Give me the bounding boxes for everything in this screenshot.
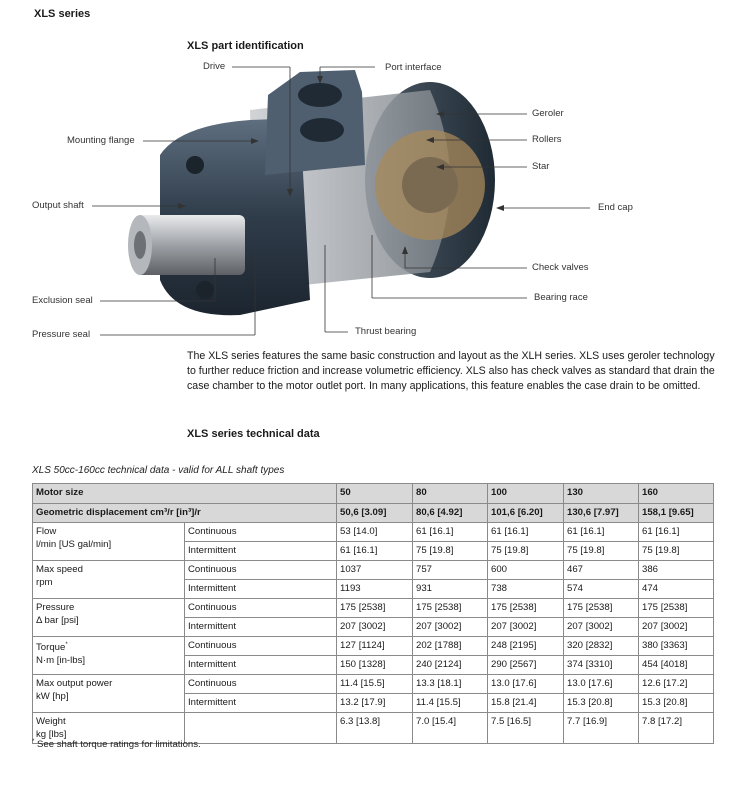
value-cell: 7.0 [15.4] (413, 713, 488, 744)
value-cell: 207 [3002] (564, 618, 639, 637)
motor-size-row (33, 484, 714, 504)
label-bearing-race: Bearing race (534, 292, 588, 303)
value-cell: 11.4 [15.5] (413, 694, 488, 713)
displacement-row (33, 504, 714, 523)
param-cell (33, 637, 185, 675)
value-cell: 7.8 [17.2] (639, 713, 714, 744)
motor-size-label: Motor size (33, 484, 337, 504)
param-name: Pressure (36, 602, 75, 613)
motor-illustration (0, 0, 747, 345)
diagram-title: XLS part identification (187, 40, 304, 52)
value-cell: 11.4 [15.5] (337, 675, 413, 694)
param-cell (33, 599, 185, 637)
param-name: Weight (36, 716, 66, 727)
tech-data-table (32, 483, 714, 744)
value-cell: 75 [19.8] (564, 542, 639, 561)
value-cell: 13.3 [18.1] (413, 675, 488, 694)
mode-cell: Continuous (185, 637, 337, 656)
param-unit: N·m [in-lbs] (36, 655, 86, 667)
value-cell: 240 [2124] (413, 656, 488, 675)
mode-cell: Continuous (185, 599, 337, 618)
mode-cell: Continuous (185, 675, 337, 694)
value-cell: 207 [3002] (337, 618, 413, 637)
mode-cell: Intermittent (185, 580, 337, 599)
param-unit: l/min [US gal/min] (36, 539, 112, 550)
mode-cell (185, 713, 337, 744)
value-cell: 6.3 [13.8] (337, 713, 413, 744)
tech-section-title: XLS series technical data (187, 428, 320, 440)
size-cell: 80 (413, 484, 488, 504)
value-cell: 7.5 [16.5] (488, 713, 564, 744)
mode-cell: Intermittent (185, 618, 337, 637)
table-row (33, 523, 714, 542)
value-cell: 15.3 [20.8] (564, 694, 639, 713)
mode-cell: Continuous (185, 561, 337, 580)
label-thrust-bearing: Thrust bearing (355, 326, 417, 337)
series-title: XLS series (34, 8, 91, 20)
label-geroler: Geroler (532, 108, 564, 119)
value-cell: 61 [16.1] (413, 523, 488, 542)
value-cell: 600 (488, 561, 564, 580)
footnote-text: See shaft torque ratings for limitations. (34, 739, 201, 751)
value-cell: 386 (639, 561, 714, 580)
label-port-interface: Port interface (385, 62, 442, 73)
value-cell: 474 (639, 580, 714, 599)
displacement-cell: 101,6 [6.20] (488, 504, 564, 523)
value-cell: 738 (488, 580, 564, 599)
table-row (33, 637, 714, 656)
label-rollers: Rollers (532, 134, 562, 145)
value-cell: 61 [16.1] (488, 523, 564, 542)
label-end-cap: End cap (598, 202, 633, 213)
label-pressure-seal: Pressure seal (32, 329, 91, 340)
param-unit: Δ bar [psi] (36, 615, 79, 626)
value-cell: 175 [2538] (413, 599, 488, 618)
value-cell: 757 (413, 561, 488, 580)
mode-cell: Intermittent (185, 656, 337, 675)
mode-cell: Intermittent (185, 542, 337, 561)
value-cell: 75 [19.8] (488, 542, 564, 561)
description-paragraph: The XLS series features the same basic construction and layout as the XLH series. XLS uses geroler technology to further reduce friction and increase volumetric efficiency. XLS also has check valves as standard that drain the case chamber to the motor outlet port. In many applications, this feature enables the case drain to be omitted. (187, 350, 715, 392)
value-cell: 175 [2538] (564, 599, 639, 618)
table-row (33, 561, 714, 580)
value-cell: 1037 (337, 561, 413, 580)
footnote-mark: * (32, 739, 35, 745)
value-cell: 61 [16.1] (564, 523, 639, 542)
value-cell: 12.6 [17.2] (639, 675, 714, 694)
size-cell: 50 (337, 484, 413, 504)
value-cell: 53 [14.0] (337, 523, 413, 542)
value-cell: 175 [2538] (337, 599, 413, 618)
param-cell (33, 523, 185, 561)
table-caption: XLS 50cc-160cc technical data - valid for ALL shaft types (32, 465, 285, 476)
param-name: Max speed (36, 564, 83, 575)
label-check-valves: Check valves (532, 262, 589, 273)
value-cell: 150 [1328] (337, 656, 413, 675)
value-cell: 931 (413, 580, 488, 599)
value-cell: 13.2 [17.9] (337, 694, 413, 713)
mode-cell: Continuous (185, 523, 337, 542)
label-output-shaft: Output shaft (32, 200, 84, 211)
param-name: Max output power (36, 678, 113, 689)
footnote-mark: * (65, 642, 68, 648)
value-cell: 248 [2195] (488, 637, 564, 656)
value-cell: 290 [2567] (488, 656, 564, 675)
value-cell: 467 (564, 561, 639, 580)
value-cell: 61 [16.1] (639, 523, 714, 542)
size-cell: 100 (488, 484, 564, 504)
value-cell: 207 [3002] (413, 618, 488, 637)
param-cell (33, 675, 185, 713)
value-cell: 175 [2538] (639, 599, 714, 618)
label-exclusion-seal: Exclusion seal (32, 295, 93, 306)
param-unit: rpm (36, 577, 53, 588)
displacement-cell: 80,6 [4.92] (413, 504, 488, 523)
value-cell: 175 [2538] (488, 599, 564, 618)
label-star: Star (532, 161, 550, 172)
displacement-label: Geometric displacement cm³/r [in³]/r (33, 504, 337, 523)
value-cell: 320 [2832] (564, 637, 639, 656)
label-mounting-flange: Mounting flange (67, 135, 135, 146)
size-cell: 160 (639, 484, 714, 504)
value-cell: 61 [16.1] (337, 542, 413, 561)
value-cell: 454 [4018] (639, 656, 714, 675)
displacement-cell: 50,6 [3.09] (337, 504, 413, 523)
value-cell: 207 [3002] (639, 618, 714, 637)
param-unit: kg [lbs] (36, 729, 67, 740)
value-cell: 7.7 [16.9] (564, 713, 639, 744)
value-cell: 75 [19.8] (413, 542, 488, 561)
value-cell: 15.8 [21.4] (488, 694, 564, 713)
value-cell: 380 [3363] (639, 637, 714, 656)
table-row (33, 599, 714, 618)
value-cell: 127 [1124] (337, 637, 413, 656)
displacement-cell: 158,1 [9.65] (639, 504, 714, 523)
value-cell: 15.3 [20.8] (639, 694, 714, 713)
value-cell: 202 [1788] (413, 637, 488, 656)
footnote (32, 739, 201, 750)
value-cell: 574 (564, 580, 639, 599)
value-cell: 75 [19.8] (639, 542, 714, 561)
value-cell: 1193 (337, 580, 413, 599)
value-cell: 207 [3002] (488, 618, 564, 637)
param-cell (33, 561, 185, 599)
table-row (33, 675, 714, 694)
param-name: Flow (36, 526, 57, 537)
value-cell: 13.0 [17.6] (488, 675, 564, 694)
mode-cell: Intermittent (185, 694, 337, 713)
size-cell: 130 (564, 484, 639, 504)
param-name: Torque (36, 642, 66, 654)
value-cell: 374 [3310] (564, 656, 639, 675)
value-cell: 13.0 [17.6] (564, 675, 639, 694)
label-drive: Drive (203, 61, 226, 72)
displacement-cell: 130,6 [7.97] (564, 504, 639, 523)
param-unit: kW [hp] (36, 691, 69, 702)
